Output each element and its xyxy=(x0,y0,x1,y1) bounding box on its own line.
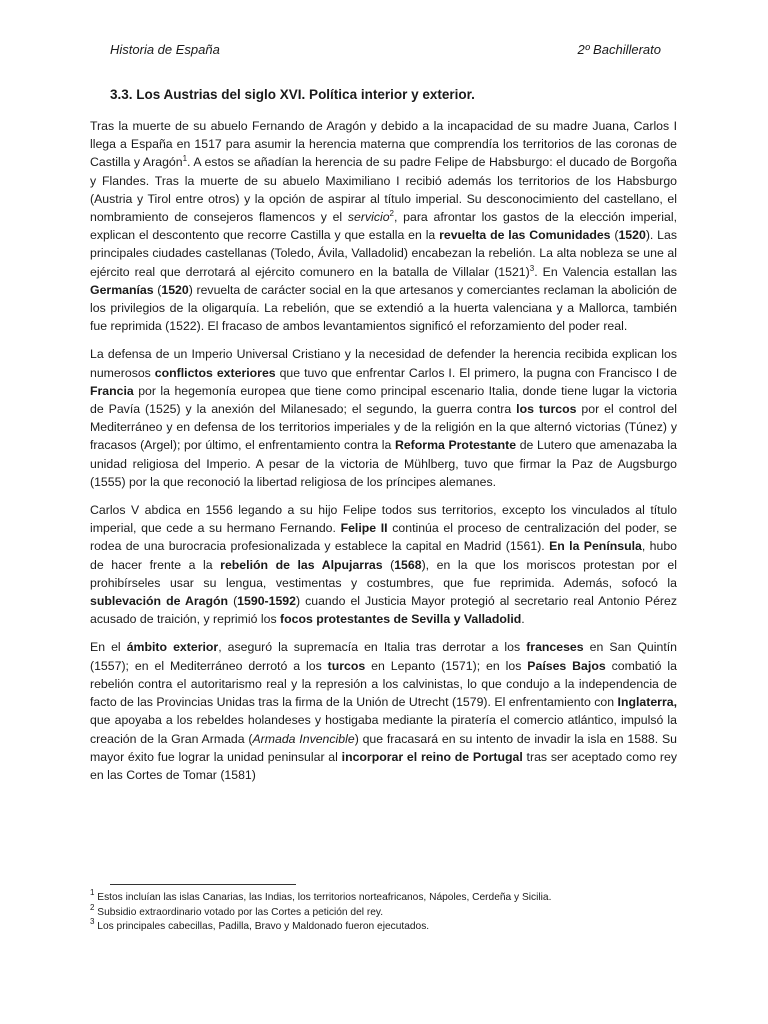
paragraph-4: En el ámbito exterior, aseguró la supremacía en Italia tras derrotar a los franceses en San Quintín (1557); en el Mediterráneo derrotó a los turcos en Lepanto (1571); en los Países Bajos combatió la rebelión contra el autoritarismo real y la represión a los calvinistas, lo que condujo a la independencia de facto de las Provincias Unidas tras la firma de la Unión de Utrecht (1579). El enfrentamiento con Inglaterra, que apoyaba a los rebeldes holandeses y hostigaba mediante la piratería el comercio atlántico, impulsó la creación de la Gran Armada (Armada Invencible) que fracasará en su intento de invadir la isla en 1588. Su mayor éxito fue lograr la unidad peninsular al incorporar el reino de Portugal tras ser aceptado como rey en las Cortes de Tomar (1581) xyxy=(90,640,677,782)
footnote-3: $^3$ Los principales cabecillas, Padilla, Bravo y Maldonado fueron ejecutados. xyxy=(90,917,430,932)
header-subject: Historia de España xyxy=(110,42,220,57)
footnotes xyxy=(90,888,677,935)
paragraph-3: Carlos V abdica en 1556 legando a su hijo Felipe todos sus territorios, excepto los vinculados al título imperial, que cede a su hermano Fernando. Felipe II continúa el proceso de centralización del poder, se rodea de una burocracia profesionalizada y establece la capital en Madrid (1561). En la Península, hubo de hacer frente a la rebelión de las Alpujarras (1568), en la que los moriscos protestan por el prohibírseles usar su lengua, vestimentas y costumbres, que fue reprimida. Además, sofocó la sublevación de Aragón (1590-1592) cuando el Justicia Mayor protegió al secretario real Antonio Pérez acusado de traición, y reprimió los focos protestantes de Sevilla y Valladolid. xyxy=(90,503,678,627)
header-course: 2º Bachillerato xyxy=(577,42,661,57)
footnote-1: $^1$ Estos incluían las islas Canarias, las Indias, los territorios norteafricanos, Nápoles, Cerdeña y Sicilia. xyxy=(90,888,552,903)
section-title: 3.3. Los Austrias del siglo XVI. Política interior y exterior. xyxy=(110,87,475,102)
paragraph-2: La defensa de un Imperio Universal Cristiano y la necesidad de defender la herencia recibida explican los numerosos conflictos exteriores que tuvo que enfrentar Carlos I. El primero, la pugna con Francisco I de Francia por la hegemonía europea que tiene como principal escenario Italia, donde tiene lugar la victoria de Pavía (1525) y la anexión del Milanesado; el segundo, la guerra contra los turcos por el control del Mediterráneo y en defensa de los territorios imperiales y de la religión en la que alternó victorias (Túnez) y fracasos (Argel); por último, el enfrentamiento contra la Reforma Protestante de Lutero que amenazaba la unidad religiosa del Imperio. A pesar de la victoria de Mühlberg, tuvo que firmar la Paz de Augsburgo (1555) por la que reconoció la libertad religiosa de los príncipes alemanes. xyxy=(90,347,677,489)
footnote-ref: 3 xyxy=(529,263,535,273)
document-body xyxy=(90,117,677,794)
page-header xyxy=(110,42,661,57)
footnote-2: $^2$ Subsidio extraordinario votado por las Cortes a petición del rey. xyxy=(90,902,384,918)
footnote-ref: 2 xyxy=(389,209,394,219)
paragraph-1: Tras la muerte de su abuelo Fernando de Aragón y debido a la incapacidad de su madre Juana, Carlos I llega a España en 1517 para asumir la herencia materna que comprendía los territorios de las coronas de Castilla y Aragón$^1$. A estos se añadían la herencia de su padre Felipe de Habsburgo: el ducado de Borgoña y Flandes. Tras la muerte de su abuelo Maximiliano I recibió además los territorios de los Habsburgo (Austria y Tirol entre otros) y la opción de aspirar al título imperial. Su desconocimiento del castellano, el nombramiento de consejeros flamencos y el servicio$^2$, para afrontar los gastos de la elección imperial, explican el descontento que recorre Castilla y que estalla en la revuelta de las Comunidades (1520). Las principales ciudades castellanas (Toledo, Ávila, Valladolid) encabezan la rebelión. La alta nobleza se une al ejército real que derrotará al ejército comunero en la batalla de Villalar $(1521)^3$. En Valencia estallan las Germanías (1520) revuelta de carácter social en la que artesanos y comerciantes reclaman la abolición de los privilegios de la oligarquía. La rebelión, que se extendió a la huerta valenciana y a Mallorca, también fue reprimida (1522). El fracaso de ambos levantamientos significó el reforzamiento del poder real. xyxy=(90,119,677,334)
footnote-divider xyxy=(110,884,296,885)
footnote-ref: 1 xyxy=(182,154,188,164)
